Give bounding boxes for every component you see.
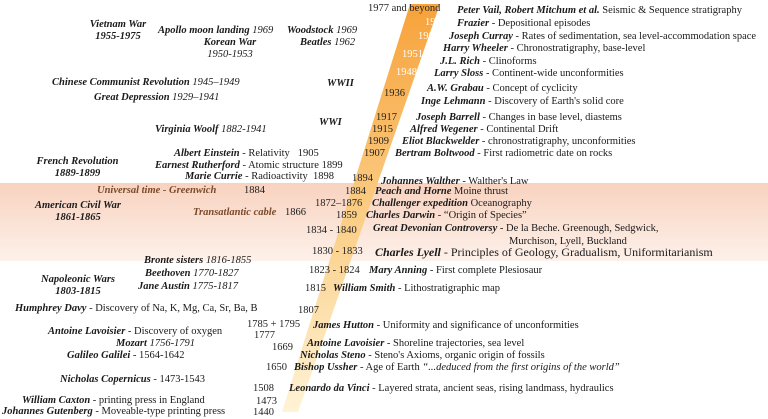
event-greenwich: Universal time - Greenwich — [97, 185, 217, 196]
event-beatles: Beatles 1962 — [300, 37, 356, 48]
year-1834: 1834 - 1840 — [306, 225, 357, 236]
year-1473: 1473 — [256, 396, 277, 407]
event-rutherford: Earnest Rutherford - Atomic structure 1899 — [155, 160, 343, 171]
entry-grabau: A.W. Grabau - Concept of cyclicity — [427, 83, 578, 94]
event-cable-year: 1866 — [285, 207, 306, 218]
event-caxton: William Caxton - printing press in England — [22, 395, 205, 406]
entry-devonian-cont: Murchison, Lyell, Buckland — [509, 236, 627, 247]
entry-walther: Johannes Walther - Walther's Law — [381, 176, 529, 187]
year-1964: 1964 — [418, 31, 439, 42]
event-einstein: Albert Einstein - Relativity 1905 — [174, 148, 319, 159]
entry-davinci: Leonardo da Vinci - Layered strata, ancient seas, rising landmass, hydraulics — [289, 383, 614, 394]
year-1909: 1909 — [368, 136, 389, 147]
year-1815: 1815 — [305, 283, 326, 294]
entry-wegener: Alfred Wegener - Continental Drift — [410, 124, 559, 135]
event-davy: Humphrey Davy - Discovery of Na, K, Mg, Ca, Sr, Ba, B — [15, 303, 258, 314]
year-1936: 1936 — [384, 88, 405, 99]
entry-challenger: Challenger expedition Oceanography — [372, 198, 532, 209]
entry-lyell: Charles Lyell - Principles of Geology, Gradualism, Uniformitarianism — [375, 245, 713, 259]
year-1440: 1440 — [253, 407, 274, 418]
year-1830: 1830 - 1833 — [312, 246, 363, 257]
year-1823: 1823 - 1824 — [309, 265, 360, 276]
entry-sloss: Larry Sloss - Continent-wide unconformities — [434, 68, 624, 79]
year-1669: 1669 — [272, 342, 293, 353]
year-1917: 1917 — [376, 112, 397, 123]
entry-darwin: Charles Darwin - “Origin of Species” — [366, 210, 527, 221]
entry-boltwood: Bertram Boltwood - First radiometric date on rocks — [395, 148, 613, 159]
year-1777: 1777 — [254, 330, 275, 341]
entry-ussher: Bishop Ussher - Age of Earth “...deduced from the first origins of the world” — [294, 362, 620, 373]
event-gutenberg: Johannes Gutenberg - Moveable-type printing press — [2, 406, 226, 417]
year-1785: 1785 + 1795 — [247, 319, 301, 330]
entry-steno: Nicholas Steno - Steno's Axioms, organic origin of fossils — [300, 350, 545, 361]
entry-smith: William Smith - Lithostratigraphic map — [333, 283, 501, 294]
event-vietnam: Vietnam War 1955-1975 — [89, 19, 147, 42]
year-1807: 1807 — [298, 305, 319, 316]
entry-curray: Joseph Curray - Rates of sedimentation, sea level-accommodation space — [449, 31, 757, 42]
event-great-depression: Great Depression 1929–1941 — [94, 92, 220, 103]
year-1977: 1977 and beyond — [368, 3, 441, 14]
year-1951: 1951 — [402, 49, 423, 60]
year-1915: 1915 — [372, 124, 393, 135]
event-austen: Jane Austin 1775-1817 — [138, 281, 238, 292]
event-wwi: WWI — [319, 117, 342, 128]
event-civil-war: American Civil War 1861-1865 — [35, 200, 121, 223]
year-1859: 1859 — [336, 210, 357, 221]
entry-anning: Mary Anning - First complete Plesiosaur — [369, 265, 543, 276]
event-copernicus: Nicholas Copernicus - 1473-1543 — [60, 374, 205, 385]
year-1884-right: 1884 — [345, 186, 366, 197]
entry-devonian: Great Devonian Controversy - De la Beche. Greenough, Sedgwick, — [373, 223, 659, 234]
entry-lavoisier-right: Antoine Lavoisier - Shoreline trajectories, sea level — [307, 338, 525, 349]
event-mozart: Mozart 1756-1791 — [116, 338, 196, 349]
entry-rich: J.L. Rich - Clinoforms — [440, 56, 537, 67]
year-1872: 1872–1876 — [315, 198, 363, 209]
event-transatlantic-cable: Transatlantic cable — [193, 207, 277, 218]
event-woolf: Virginia Woolf 1882-1941 — [155, 124, 267, 135]
year-1907: 1907 — [364, 148, 385, 159]
year-1974: 1974 — [425, 17, 446, 28]
event-woodstock: Woodstock 1969 — [287, 25, 358, 36]
entry-wheeler: Harry Wheeler - Chronostratigraphy, base-level — [443, 43, 646, 54]
event-beethoven: Beethoven 1770-1827 — [145, 268, 239, 279]
entry-vail: Peter Vail, Robert Mitchum et al. Seismic & Sequence stratigraphy — [457, 5, 742, 16]
entry-blackwelder: Eliot Blackwelder - chronostratigraphy, unconformities — [402, 136, 636, 147]
year-1508: 1508 — [253, 383, 274, 394]
year-1948: 1948 — [396, 67, 417, 78]
event-french-revolution: French Revolution 1889-1899 — [36, 156, 119, 179]
entry-frazier: Frazier - Depositional episodes — [457, 18, 591, 29]
entry-hutton: James Hutton - Uniformity and significance of unconformities — [313, 320, 579, 331]
year-1894: 1894 — [352, 173, 373, 184]
event-chinese-revolution: Chinese Communist Revolution 1945–1949 — [52, 77, 240, 88]
event-wwii: WWII — [327, 78, 354, 89]
event-napoleonic: Napoleonic Wars 1803-1815 — [41, 274, 115, 297]
event-lavoisier-left: Antoine Lavoisier - Discovery of oxygen — [48, 326, 223, 337]
entry-barrell: Joseph Barrell - Changes in base level, diastems — [416, 112, 622, 123]
event-greenwich-year: 1884 — [244, 185, 265, 196]
year-1650: 1650 — [266, 362, 287, 373]
entry-peach-horne: Peach and Horne Moine thrust — [375, 186, 509, 197]
event-korea: Korean War 1950-1953 — [203, 37, 257, 60]
entry-lehmann: Inge Lehmann - Discovery of Earth's solid core — [421, 96, 624, 107]
event-curie: Marie Currie - Radioactivity 1898 — [185, 171, 335, 182]
event-apollo: Apollo moon landing 1969 — [158, 25, 274, 36]
event-bronte: Bronte sisters 1816-1855 — [144, 255, 252, 266]
event-galileo: Galileo Galilei - 1564-1642 — [67, 350, 185, 361]
